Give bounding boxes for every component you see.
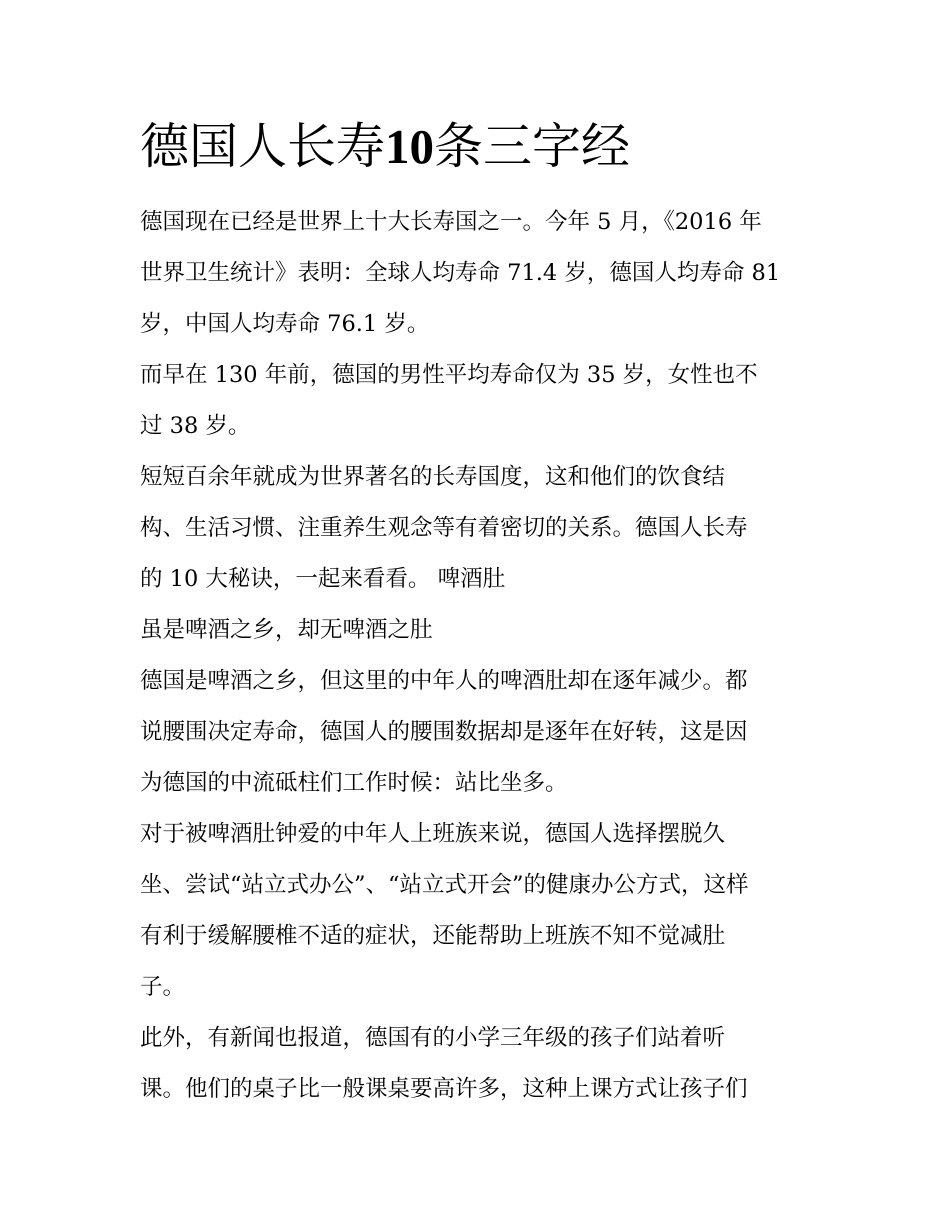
body-line: 对于被啤酒肚钟爱的中年人上班族来说，德国人选择摆脱久 bbox=[140, 821, 726, 847]
body-line: 子。 bbox=[140, 974, 186, 1000]
body-line: 过 38 岁。 bbox=[140, 413, 251, 439]
body-line: 的 10 大秘诀，一起来看看。 啤酒肚 bbox=[140, 566, 506, 592]
body-line: 课。他们的桌子比一般课桌要高许多，这种上课方式让孩子们 bbox=[140, 1076, 748, 1102]
body-line: 而早在 130 年前，德国的男性平均寿命仅为 35 岁，女性也不 bbox=[140, 362, 758, 388]
body-line: 虽是啤酒之乡，却无啤酒之肚 bbox=[140, 617, 433, 643]
body-line: 为德国的中流砥柱们工作时候：站比坐多。 bbox=[140, 770, 568, 796]
title-suffix: 条三字经 bbox=[434, 118, 631, 175]
body-line: 有利于缓解腰椎不适的症状，还能帮助上班族不知不觉减肚 bbox=[140, 923, 726, 949]
body-line: 构、生活习惯、注重养生观念等有着密切的关系。德国人长寿 bbox=[140, 515, 748, 541]
document-body bbox=[140, 197, 820, 1115]
title-number: 10 bbox=[385, 119, 435, 174]
title-prefix: 德国人长寿 bbox=[140, 118, 386, 175]
body-line: 说腰围决定寿命，德国人的腰围数据却是逐年在好转，这是因 bbox=[140, 719, 748, 745]
body-line: 坐、尝试“站立式办公”、“站立式开会”的健康办公方式，这样 bbox=[140, 872, 749, 898]
body-line: 德国现在已经是世界上十大长寿国之一。今年 5 月，《2016 年 bbox=[140, 209, 762, 235]
body-line: 此外，有新闻也报道，德国有的小学三年级的孩子们站着听 bbox=[140, 1025, 726, 1051]
document-title bbox=[140, 114, 630, 180]
body-line: 世界卫生统计》表明：全球人均寿命 71.4 岁，德国人均寿命 81 bbox=[140, 260, 781, 286]
body-line: 德国是啤酒之乡，但这里的中年人的啤酒肚却在逐年减少。都 bbox=[140, 668, 748, 694]
body-line: 短短百余年就成为世界著名的长寿国度，这和他们的饮食结 bbox=[140, 464, 726, 490]
body-line: 岁，中国人均寿命 76.1 岁。 bbox=[140, 311, 430, 337]
